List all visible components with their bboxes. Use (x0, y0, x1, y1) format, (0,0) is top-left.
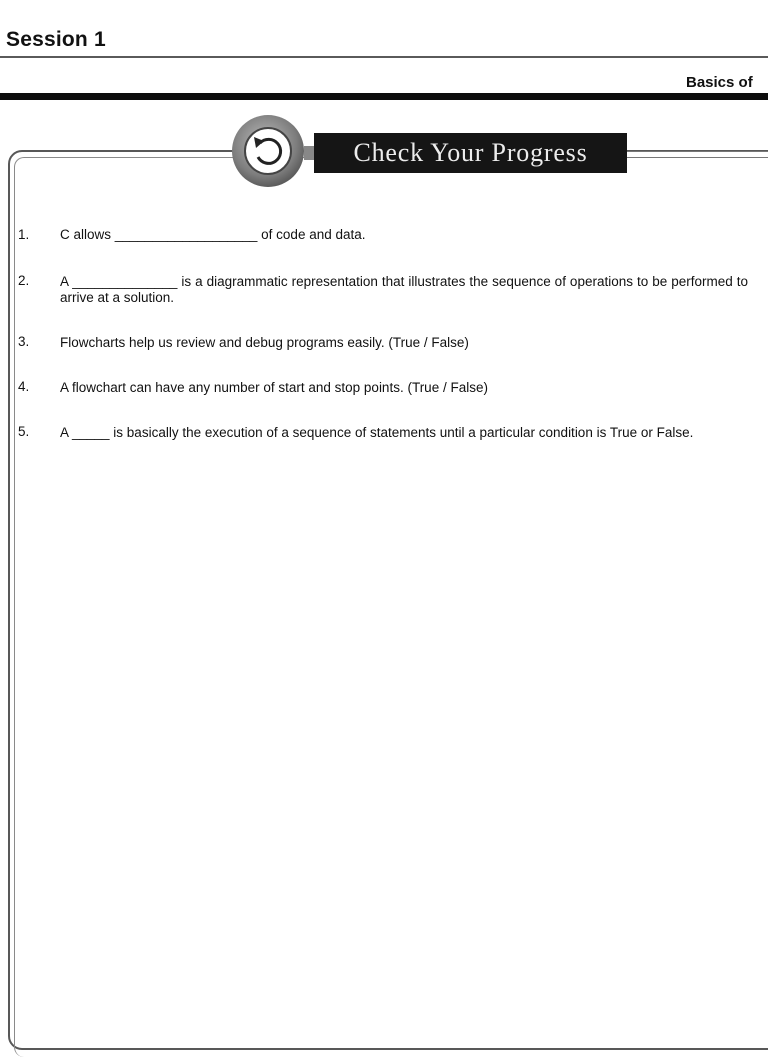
question-number-5: 5. (18, 424, 30, 439)
header-thin-rule (0, 56, 768, 58)
question-text-1: C allows ___________________ of code and data. (60, 227, 366, 242)
question-text-5: A _____ is basically the execution of a sequence of statements until a particular condition is True or False. (60, 425, 694, 440)
question-number-1: 1. (18, 227, 30, 242)
question-text-3: Flowcharts help us review and debug programs easily. (True / False) (60, 335, 469, 350)
circular-arrow-icon (232, 115, 304, 187)
circular-arrow-glyph (240, 123, 296, 179)
banner-rule (608, 151, 768, 158)
question-number-3: 3. (18, 334, 30, 349)
header-thick-rule (0, 93, 768, 100)
check-progress-banner: Check Your Progress (314, 133, 627, 173)
question-text-4: A flowchart can have any number of start and stop points. (True / False) (60, 380, 488, 395)
chapter-title: Basics of (686, 74, 753, 91)
question-number-4: 4. (18, 379, 30, 394)
question-text-2: A ______________ is a diagrammatic representation that illustrates the sequence of operations to be performed to arrive at a solution. (60, 274, 748, 305)
session-title: Session 1 (6, 28, 106, 51)
question-number-2: 2. (18, 273, 30, 288)
